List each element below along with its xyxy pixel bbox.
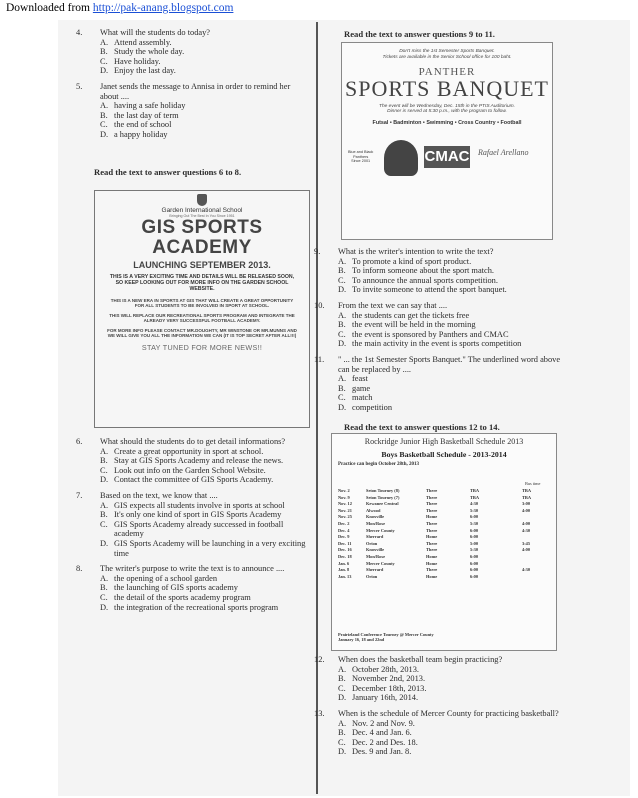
option-text: Attend assembly. xyxy=(114,37,172,47)
question-text: The writer's purpose to write the text is to announce .... xyxy=(100,564,285,574)
schedule-cell: Home xyxy=(426,553,438,559)
question-7 xyxy=(76,491,308,558)
schedule-footer-1: Prairieland Conference Tourney @ Mercer County xyxy=(338,632,434,637)
question-number: 5. xyxy=(76,81,83,91)
option-text: To invite someone to attend the sport banquet. xyxy=(352,285,507,295)
flyer-team-line-3: Since 2001 xyxy=(351,159,371,164)
left-questions-bottom xyxy=(76,437,308,618)
answer-option xyxy=(100,456,308,466)
option-text: feast xyxy=(352,374,368,384)
answer-option xyxy=(100,47,308,57)
question-5 xyxy=(76,82,308,140)
option-letter: D. xyxy=(100,538,109,548)
question-number: 10. xyxy=(314,300,325,310)
poster-launch: LAUNCHING SEPTEMBER 2013. xyxy=(133,260,271,270)
answer-option xyxy=(100,66,308,76)
schedule-cell: There xyxy=(426,540,438,546)
option-letter: A. xyxy=(338,664,347,674)
option-text: the main activity in the event is sports competition xyxy=(352,339,522,349)
schedule-cell: Orion xyxy=(366,573,378,579)
left-questions-top xyxy=(76,28,308,146)
answer-option xyxy=(100,57,308,67)
schedule-cell: 6:00 xyxy=(470,514,479,520)
option-letter: B. xyxy=(338,320,346,330)
schedule-cell: TBA xyxy=(470,494,480,500)
question-6 xyxy=(76,437,308,485)
cmac-logo: CMAC xyxy=(424,146,470,168)
question-number: 9. xyxy=(314,247,321,256)
answer-option xyxy=(100,593,308,603)
poster-paragraph-1: THIS IS A VERY EXCITING TIME AND DETAILS WILL BE RELEASED SOON, SO KEEP LOOKING OUT FOR MORE INFO ON THE GARDEN SCHOOL WEBSITE. xyxy=(109,274,295,293)
question-10 xyxy=(314,301,564,349)
flyer-sports-list: Futsal • Badminton • Swimming • Cross Country • Football xyxy=(372,120,522,127)
schedule-cell: Seton Tourney (7) xyxy=(366,494,400,500)
schedule-cell: Sherrard xyxy=(366,567,384,573)
option-letter: A. xyxy=(338,256,347,266)
schedule-row xyxy=(338,521,552,528)
flyer-detail-1: The event will be Wednesday, Dec. 15th in the PTIS Auditorium. xyxy=(379,103,515,109)
schedule-cell: Sherrard xyxy=(366,534,384,540)
option-text: the event will be held in the morning xyxy=(352,320,476,330)
option-text: GIS Sports Academy already successed in football academy xyxy=(114,519,284,539)
option-letter: C. xyxy=(338,329,346,339)
poster-stay-tuned: STAY TUNED FOR MORE NEWS!! xyxy=(141,342,263,352)
option-letter: B. xyxy=(338,266,346,276)
schedule-cell: There xyxy=(426,567,438,573)
gis-poster xyxy=(94,190,310,428)
question-number: 7. xyxy=(76,490,83,500)
flyer-logos xyxy=(342,130,552,190)
option-text: It's only one kind of sport in GIS Sports Academy xyxy=(114,510,282,520)
option-letter: B. xyxy=(100,510,108,520)
option-text: Contact the committee of GIS Sports Academy. xyxy=(114,475,274,485)
option-letter: D. xyxy=(100,129,109,139)
option-text: Dec. 2 and Des. 18. xyxy=(352,737,418,747)
option-letter: C. xyxy=(100,120,108,130)
schedule-bus-time-header: Bus time xyxy=(525,481,541,486)
schedule-cell: Home xyxy=(426,560,438,566)
schedule-cell: There xyxy=(426,520,438,526)
schedule-cell: 5:30 xyxy=(470,507,479,513)
schedule-cell: Dec. 16 xyxy=(338,547,352,553)
option-text: Enjoy the last day. xyxy=(114,66,176,76)
schedule-cell: Dec. 9 xyxy=(338,534,350,540)
question-text: When does the basketball team begin practicing? xyxy=(338,655,503,664)
schedule-row xyxy=(338,561,552,568)
poster-title-1: GIS SPORTS xyxy=(141,217,263,238)
schedule-cell: Nov. 25 xyxy=(338,514,352,520)
schedule-cell: Dec. 18 xyxy=(338,553,352,559)
option-text: To announce the annual sports competition. xyxy=(352,275,498,285)
schedule-cell: There xyxy=(426,494,438,500)
flyer-team-line-2: Panthers xyxy=(353,154,369,159)
flyer-banquet-title: SPORTS BANQUET xyxy=(345,75,549,101)
answer-option xyxy=(338,665,564,675)
schedule-cell: TBA xyxy=(522,488,532,493)
option-text: GIS Sports Academy will be launching in a very exciting time xyxy=(114,538,306,558)
schedule-cell: 4:00 xyxy=(522,520,531,526)
poster-school: Garden International School xyxy=(161,207,243,214)
question-number: 12. xyxy=(314,655,325,664)
flyer-detail-2: Dinner is served at 5:30 p.m., with the program to follow. xyxy=(387,109,507,115)
option-letter: D. xyxy=(100,602,109,612)
schedule-row xyxy=(338,554,552,561)
schedule-cell: Mon/Rose xyxy=(366,553,386,559)
answer-option xyxy=(338,276,564,286)
answer-option xyxy=(100,447,308,457)
schedule-cell: Mon/Rose xyxy=(366,520,386,526)
schedule-cell: Jan. 13 xyxy=(338,573,352,579)
answer-option xyxy=(338,719,564,729)
option-text: a happy holiday xyxy=(114,129,168,139)
schedule-cell: There xyxy=(426,547,438,553)
option-letter: A. xyxy=(100,446,109,456)
schedule-cell: TBA xyxy=(522,494,532,500)
answer-option xyxy=(338,738,564,748)
instruction-9-11: Read the text to answer questions 9 to 11. xyxy=(344,29,495,39)
schedule-cell: 6:00 xyxy=(470,534,479,540)
option-letter: B. xyxy=(338,728,346,738)
option-letter: C. xyxy=(338,275,346,285)
question-text: Janet sends the message to Annisa in order to remind her about .... xyxy=(100,81,291,101)
answer-option xyxy=(100,111,308,121)
schedule-cell: Dec. 4 xyxy=(338,527,350,533)
schedule-cell: 5:30 xyxy=(470,547,479,553)
option-text: November 2nd, 2013. xyxy=(352,674,426,684)
schedule-cell: Home xyxy=(426,534,438,540)
schedule-cell: 4:00 xyxy=(522,547,531,553)
option-text: Have holiday. xyxy=(114,56,161,66)
schedule-row xyxy=(338,528,552,535)
option-letter: B. xyxy=(338,674,346,684)
answer-option xyxy=(338,384,564,394)
option-text: GIS expects all students involve in sports at school xyxy=(114,500,285,510)
option-letter: B. xyxy=(100,583,108,593)
answer-option xyxy=(100,120,308,130)
option-text: the event is sponsored by Panthers and CMAC xyxy=(352,329,509,339)
poster-paragraph-2: THIS IS A NEW ERA IN SPORTS AT GIS THAT WILL CREATE A GREAT OPPORTUNITY FOR ALL STUDENTS TO BE INVOLVED IN SPORT AT SCHOOL. xyxy=(110,297,294,309)
question-12 xyxy=(314,655,564,703)
option-letter: C. xyxy=(338,737,346,747)
schedule-title: Rockridge Junior High Basketball Schedule 2013 xyxy=(364,437,524,446)
option-letter: C. xyxy=(100,465,108,475)
option-text: the launching of GIS sports academy xyxy=(114,583,238,593)
schedule-cell: There xyxy=(426,527,438,533)
answer-option xyxy=(338,728,564,738)
schedule-cell: There xyxy=(426,488,438,493)
answer-option xyxy=(100,510,308,520)
schedule-cell: 4:30 xyxy=(470,501,479,507)
schedule-cell: 5:30 xyxy=(470,520,479,526)
question-number: 8. xyxy=(76,564,83,574)
question-text: " ... the 1st Semester Sports Banquet." The underlined word above can be replaced by .... xyxy=(338,354,561,374)
answer-option xyxy=(338,403,564,413)
schedule-cell: Jan. 8 xyxy=(338,567,350,573)
schedule-cell: Mercer County xyxy=(366,560,395,566)
option-letter: D. xyxy=(100,66,109,76)
answer-option xyxy=(100,501,308,511)
question-text: What should the students do to get detail informations? xyxy=(100,437,286,446)
schedule-cell: Dec. 2 xyxy=(338,520,350,526)
option-letter: B. xyxy=(100,47,108,57)
schedule-cell: Nov. 12 xyxy=(338,501,352,507)
option-letter: B. xyxy=(100,110,108,120)
option-letter: B. xyxy=(100,456,108,466)
schedule-cell: 3:45 xyxy=(522,540,531,546)
question-11 xyxy=(314,355,564,413)
schedule-cell: Nov. 2 xyxy=(338,488,350,493)
schedule-cell: Home xyxy=(426,514,438,520)
poster-paragraph-3: THIS WILL REPLACE OUR RECREATIONAL SPORTS PROGRAM AND INTEGRATE THE ALREADY VERY SUCCESSFUL FOOTBALL ACADEMY. xyxy=(109,312,295,324)
question-9 xyxy=(314,247,564,295)
answer-option xyxy=(338,257,564,267)
answer-option xyxy=(338,285,564,295)
answer-option xyxy=(100,574,308,584)
option-text: Create a great opportunity in sport at school. xyxy=(114,446,264,456)
option-text: Stay at GIS Sports Academy and release the news. xyxy=(114,456,284,466)
option-text: Dec. 4 and Jan. 6. xyxy=(352,728,412,738)
question-13 xyxy=(314,709,564,757)
option-letter: D. xyxy=(338,693,347,703)
option-letter: C. xyxy=(338,683,346,693)
option-letter: A. xyxy=(100,573,109,583)
option-letter: B. xyxy=(338,383,346,393)
poster-motto: Bringing Out The Best In You Since 1951 xyxy=(169,214,235,218)
question-4 xyxy=(76,28,308,76)
poster-paragraph-4: FOR MORE INFO PLEASE CONTACT MR.DOUGHTY, MR WINSTONE OR MR.MUNNS AND WE WILL GIVE YOU ALL THE INFORMATION WE CAN (IT IS TOP SECRET AFTER ALL!!!) xyxy=(107,327,297,339)
answer-option xyxy=(338,747,564,757)
question-number: 11. xyxy=(314,354,325,364)
schedule-cell: 6:00 xyxy=(470,553,479,559)
schedule-cell: 4:30 xyxy=(522,527,531,533)
schedule-cell: Seton Tourney (8) xyxy=(366,488,400,493)
schedule-cell: 6:00 xyxy=(470,567,479,573)
schedule-cell: 6:00 xyxy=(470,573,479,579)
schedule-cell: Mercer County xyxy=(366,527,395,533)
option-text: Des. 9 and Jan. 8. xyxy=(352,747,412,757)
answer-option xyxy=(100,466,308,476)
option-letter: A. xyxy=(100,37,109,47)
option-text: the end of school xyxy=(114,120,172,130)
option-text: match xyxy=(352,393,373,403)
schedule-row xyxy=(338,547,552,554)
option-letter: D. xyxy=(338,402,347,412)
schedule-cell: TBA xyxy=(470,488,480,493)
answer-option xyxy=(100,130,308,140)
question-text: When is the schedule of Mercer County for practicing basketball? xyxy=(338,708,559,718)
answer-option xyxy=(100,603,308,613)
download-source xyxy=(6,2,233,14)
question-text: From the text we can say that .... xyxy=(338,300,448,310)
option-text: competition xyxy=(352,402,393,412)
panther-logo-icon xyxy=(384,140,418,176)
schedule-cell: Jan. 6 xyxy=(338,560,350,566)
question-number: 6. xyxy=(76,437,83,446)
option-letter: C. xyxy=(100,519,108,529)
option-letter: A. xyxy=(100,101,109,111)
schedule-cell: Orion xyxy=(366,540,378,546)
schedule-practice: Practice can begin October 28th, 2013 xyxy=(338,462,420,467)
schedule-subtitle: Boys Basketball Schedule - 2013-2014 xyxy=(381,450,507,459)
answer-option xyxy=(100,38,308,48)
answer-option xyxy=(338,320,564,330)
flyer-panther: PANTHER xyxy=(418,65,476,78)
answer-option xyxy=(338,339,564,349)
answer-option xyxy=(338,693,564,703)
flyer-team-text xyxy=(348,150,373,164)
answer-option xyxy=(338,674,564,684)
option-text: the integration of the recreational sports program xyxy=(114,602,279,612)
schedule-cell: 4:00 xyxy=(522,507,531,513)
option-text: having a safe holiday xyxy=(114,101,186,111)
answer-option xyxy=(100,520,308,539)
instruction-6-8: Read the text to answer questions 6 to 8. xyxy=(94,167,242,177)
schedule-cell: Dec. 11 xyxy=(338,540,352,546)
answer-option xyxy=(100,583,308,593)
option-text: game xyxy=(352,383,371,393)
option-letter: C. xyxy=(100,592,108,602)
flyer-intro-2: Tickets are available in the Senior School office for 100 baht. xyxy=(382,54,512,60)
option-letter: D. xyxy=(338,339,347,349)
question-8 xyxy=(76,564,308,612)
schedule-row xyxy=(338,508,552,515)
schedule-row xyxy=(338,574,552,581)
answer-option xyxy=(100,475,308,485)
option-text: October 28th, 2013. xyxy=(352,664,419,674)
basketball-schedule xyxy=(331,433,557,651)
answer-option xyxy=(338,374,564,384)
schedule-row xyxy=(338,514,552,521)
schedule-row xyxy=(338,567,552,574)
option-letter: C. xyxy=(338,393,346,403)
option-letter: A. xyxy=(338,374,347,384)
schedule-rows xyxy=(338,488,552,580)
option-letter: D. xyxy=(338,747,347,757)
option-text: the detail of the sports academy program xyxy=(114,592,251,602)
source-link[interactable]: http://pak-anang.blogspot.com xyxy=(92,2,234,14)
option-letter: D. xyxy=(338,285,347,295)
schedule-cell: 4:30 xyxy=(522,567,531,573)
download-prefix: Downloaded from xyxy=(6,2,93,14)
flyer-team-line-1: Blue and Black xyxy=(348,150,374,155)
schedule-row xyxy=(338,495,552,502)
option-text: the students can get the tickets free xyxy=(352,310,470,320)
schedule-cell: There xyxy=(426,507,438,513)
flyer-intro-1: Don't miss the 1st Semester Sports Banquet. xyxy=(399,49,495,54)
answer-option xyxy=(338,330,564,340)
option-text: Look out info on the Garden School Website. xyxy=(114,465,266,475)
schedule-cell: Home xyxy=(426,573,438,579)
schedule-row xyxy=(338,488,552,495)
option-text: Study the whole day. xyxy=(114,47,185,57)
answer-option xyxy=(100,101,308,111)
schedule-cell: Knoxville xyxy=(366,514,385,520)
school-crest-icon xyxy=(197,194,207,206)
option-text: the last day of term xyxy=(114,110,179,120)
schedule-row xyxy=(338,534,552,541)
option-text: the opening of a school garden xyxy=(114,573,218,583)
schedule-cell: Nov. 21 xyxy=(338,507,352,513)
question-text: What is the writer's intention to write the text? xyxy=(338,247,494,256)
schedule-cell: Knoxville xyxy=(366,547,385,553)
schedule-row xyxy=(338,541,552,548)
schedule-footer-2: January 16, 18 and 22nd xyxy=(338,637,385,643)
answer-option xyxy=(338,266,564,276)
schedule-row xyxy=(338,501,552,508)
option-letter: C. xyxy=(100,56,108,66)
schedule-cell: 3:00 xyxy=(522,501,531,507)
option-text: To promote a kind of sport product. xyxy=(352,256,472,266)
question-text: What will the students do today? xyxy=(100,28,211,37)
schedule-cell: 6:00 xyxy=(470,527,479,533)
answer-option xyxy=(338,311,564,321)
option-letter: D. xyxy=(100,475,109,485)
question-number: 13. xyxy=(314,708,325,718)
schedule-cell: There xyxy=(426,501,438,507)
schedule-footer xyxy=(338,632,434,643)
signature-logo: Rafael Arellano xyxy=(478,148,529,158)
schedule-cell: Alwood xyxy=(366,507,381,513)
answer-option xyxy=(100,539,308,558)
poster-title-2: ACADEMY xyxy=(152,237,252,258)
instruction-12-14: Read the text to answer questions 12 to 14. xyxy=(344,422,500,432)
option-letter: A. xyxy=(338,310,347,320)
option-text: January 16th, 2014. xyxy=(352,693,419,703)
sports-banquet-flyer xyxy=(341,42,553,240)
schedule-cell: 5:00 xyxy=(470,540,479,546)
schedule-cell: Kewanee Central xyxy=(366,501,399,507)
question-text: Based on the text, we know that .... xyxy=(100,490,218,500)
answer-option xyxy=(338,393,564,403)
right-questions-top xyxy=(314,247,564,419)
answer-option xyxy=(338,684,564,694)
schedule-cell: 6:00 xyxy=(470,560,479,566)
option-letter: A. xyxy=(100,500,109,510)
option-text: To inform someone about the sport match. xyxy=(352,266,494,276)
question-number: 4. xyxy=(76,28,83,37)
option-text: Nov. 2 and Nov. 9. xyxy=(352,718,415,728)
schedule-cell: Nov. 9 xyxy=(338,494,350,500)
option-text: December 18th, 2013. xyxy=(352,683,427,693)
right-questions-bottom xyxy=(314,655,564,763)
option-letter: A. xyxy=(338,718,347,728)
